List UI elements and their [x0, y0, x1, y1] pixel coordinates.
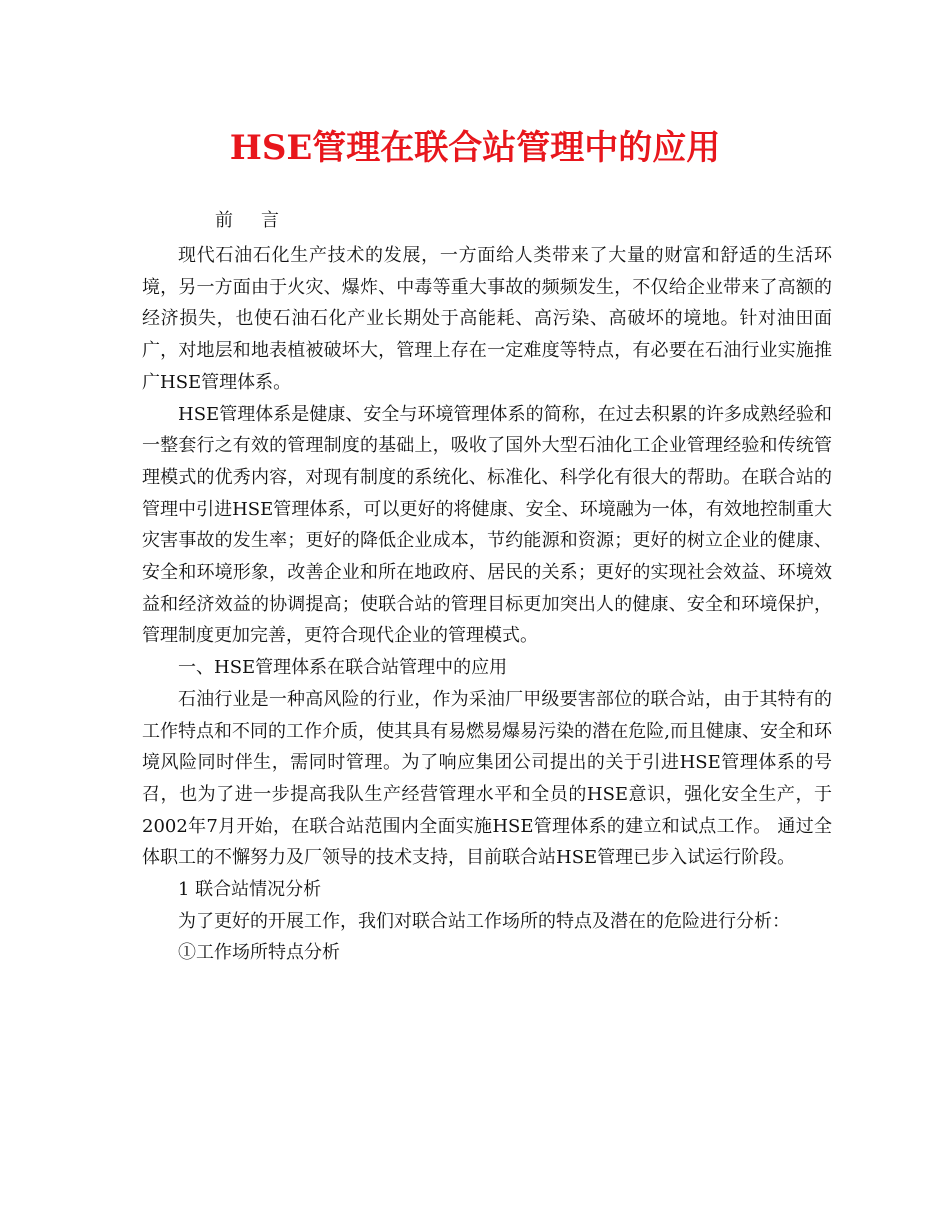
preface-heading-char-1: 前: [215, 210, 233, 231]
document-title: HSE管理在联合站管理中的应用: [229, 128, 721, 168]
preface-heading-char-2: 言: [261, 210, 279, 231]
section-heading-1: 一、HSE管理体系在联合站管理中的应用: [178, 657, 508, 679]
preface-heading: [215, 207, 279, 235]
paragraph-intro: 现代石油石化生产技术的发展，一方面给人类带来了大量的财富和舒适的生活环境，另一方面由于火灾、爆炸、中毒等重大事故的频频发生，不仅给企业带来了高额的经济损失，也使石油石化产业长期处于高能耗、高污染、高破坏的境地。针对油田面广，对地层和地表植被破坏大，管理上存在一定难度等特点，有必要在石油行业实施推广HSE管理体系。: [142, 245, 832, 393]
paragraph-hse-definition: HSE管理体系是健康、安全与环境管理体系的简称，在过去积累的许多成熟经验和一整套行之有效的管理制度的基础上，吸收了国外大型石油化工企业管理经验和传统管理模式的优秀内容，对现有制度的系统化、标准化、科学化有很大的帮助。在联合站的管理中引进HSE管理体系，可以更好的将健康、安全、环境融为一体，有效地控制重大灾害事故的发生率；更好的降低企业成本，节约能源和资源；更好的树立企业的健康、安全和环境形象，改善企业和所在地政府、居民的关系；更好的实现社会效益、环境效益和经济效益的协调提高；使联合站的管理目标更加突出人的健康、安全和环境保护，管理制度更加完善，更符合现代企业的管理模式。: [142, 403, 832, 647]
paragraph-analysis: 为了更好的开展工作，我们对联合站工作场所的特点及潜在的危险进行分析：: [178, 910, 790, 932]
subsection-heading-workplace: ①工作场所特点分析: [178, 942, 340, 964]
paragraph-oil-industry: 石油行业是一种高风险的行业，作为采油厂甲级要害部位的联合站，由于其特有的工作特点和不同的工作介质，使其具有易燃易爆易污染的潜在危险,而且健康、安全和环境风险同时伴生，需同时管理。为了响应集团公司提出的关于引进HSE管理体系的号召，也为了进一步提高我队生产经营管理水平和全员的HSE意识，强化安全生产，于2002年7月开始，在联合站范围内全面实施HSE管理体系的建立和试点工作。 通过全体职工的不懈努力及厂领导的技术支持，目前联合站HSE管理已步入试运行阶段。: [142, 688, 832, 869]
document-body: [142, 240, 832, 969]
subsection-heading-1: 1 联合站情况分析: [178, 879, 322, 901]
